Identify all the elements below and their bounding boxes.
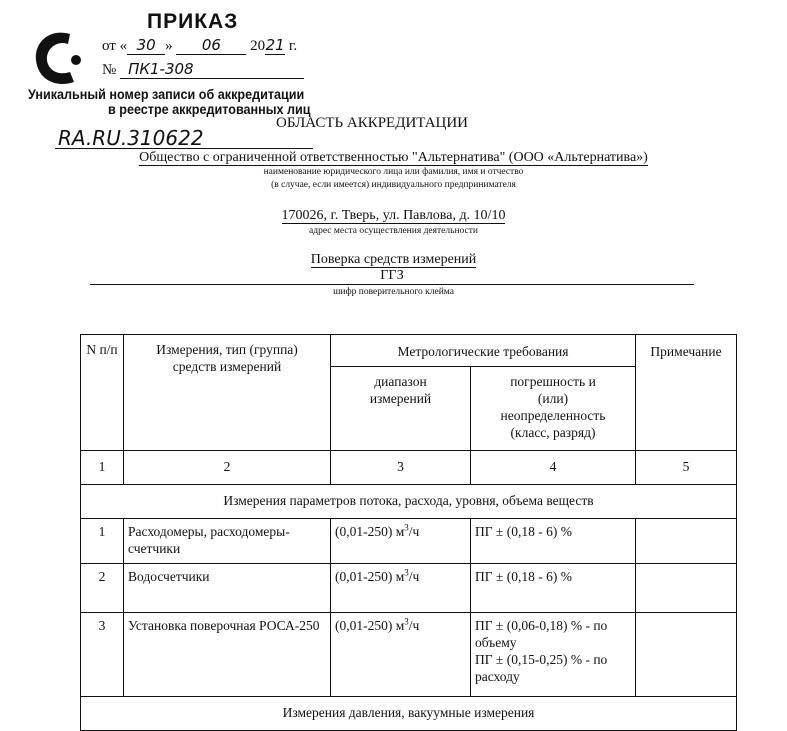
section-title: Измерения параметров потока, расхода, уровня, объема веществ: [81, 485, 737, 519]
row-number: 1: [81, 519, 124, 564]
row-error: ПГ ± (0,18 - 6) %: [471, 564, 636, 613]
order-date: от « 30 » 06 2021 г.: [102, 36, 298, 54]
header-num: N п/п: [81, 335, 124, 451]
column-number: 5: [636, 451, 737, 485]
header-note: Примечание: [636, 335, 737, 451]
column-number: 1: [81, 451, 124, 485]
order-number: № ПК1-308: [102, 60, 304, 79]
date-year: 21: [265, 36, 285, 54]
row-note: [636, 613, 737, 697]
row-number: 2: [81, 564, 124, 613]
registration-underline: [55, 148, 313, 149]
registration-number: RA.RU.310622: [58, 126, 204, 150]
row-type: Расходомеры, расходомеры-счетчики: [124, 519, 331, 564]
header-range: диапазон измерений: [331, 367, 471, 451]
row-error: ПГ ± (0,18 - 6) %: [471, 519, 636, 564]
row-note: [636, 564, 737, 613]
unique-number-label-1: Уникальный номер записи об аккредитации: [28, 86, 305, 102]
row-type: Установка поверочная РОСА-250: [124, 613, 331, 697]
order-number-value: ПК1-308: [120, 60, 304, 79]
row-type: Водосчетчики: [124, 564, 331, 613]
unique-number-label-2: в реестре аккредитованных лиц: [108, 101, 311, 117]
row-range: (0,01-250) $м^3/ч$: [331, 519, 471, 564]
accreditation-logo-icon: [30, 26, 90, 92]
header-metrology: Метрологические требования: [331, 335, 636, 367]
address: 170026, г. Тверь, ул. Павлова, д. 10/10: [281, 208, 506, 223]
header-type: Измерения, тип (группа) средств измерений: [124, 335, 331, 451]
activity: Поверка средств измерений: [310, 252, 477, 267]
column-number: 2: [124, 451, 331, 485]
section-title: Измерения давления, вакуумные измерения: [81, 697, 737, 731]
table-header-row: [81, 335, 737, 367]
column-number: 4: [471, 451, 636, 485]
table-row: [81, 564, 737, 613]
section-row: [81, 697, 737, 731]
row-range: (0,01-250) $м^3/ч$: [331, 613, 471, 697]
row-range: (0,01-250) $м^3/ч$: [331, 564, 471, 613]
header-error: погрешность и (или) неопределенность (класс, разряд): [471, 367, 636, 451]
organization-note-1: наименование юридического лица или фамилия, имя и отчество: [263, 167, 524, 177]
section-row: [81, 485, 737, 519]
organization-name: Общество с ограниченной ответственностью "Альтернатива" (ООО «Альтернатива»): [139, 150, 648, 165]
row-number: 3: [81, 613, 124, 697]
column-number: 3: [331, 451, 471, 485]
date-day: 30: [127, 36, 165, 55]
row-note: [636, 519, 737, 564]
organization-note-2: (в случае, если имеется) индивидуального предпринимателя: [271, 180, 516, 190]
row-error: ПГ ± (0,06-0,18) % - по объему ПГ ± (0,15-0,25) % - по расходу: [471, 613, 636, 697]
accreditation-table: [80, 334, 737, 731]
stamp-code: ГГЗ: [90, 268, 694, 285]
address-note: адрес места осуществления деятельности: [309, 226, 478, 236]
table-row: [81, 519, 737, 564]
date-month: 06: [176, 36, 246, 55]
column-number-row: [81, 451, 737, 485]
stamp-code-note: шифр поверительного клейма: [333, 287, 454, 297]
order-title: ПРИКАЗ: [147, 10, 239, 33]
table-row: [81, 613, 737, 697]
area-title: ОБЛАСТЬ АККРЕДИТАЦИИ: [276, 115, 469, 131]
